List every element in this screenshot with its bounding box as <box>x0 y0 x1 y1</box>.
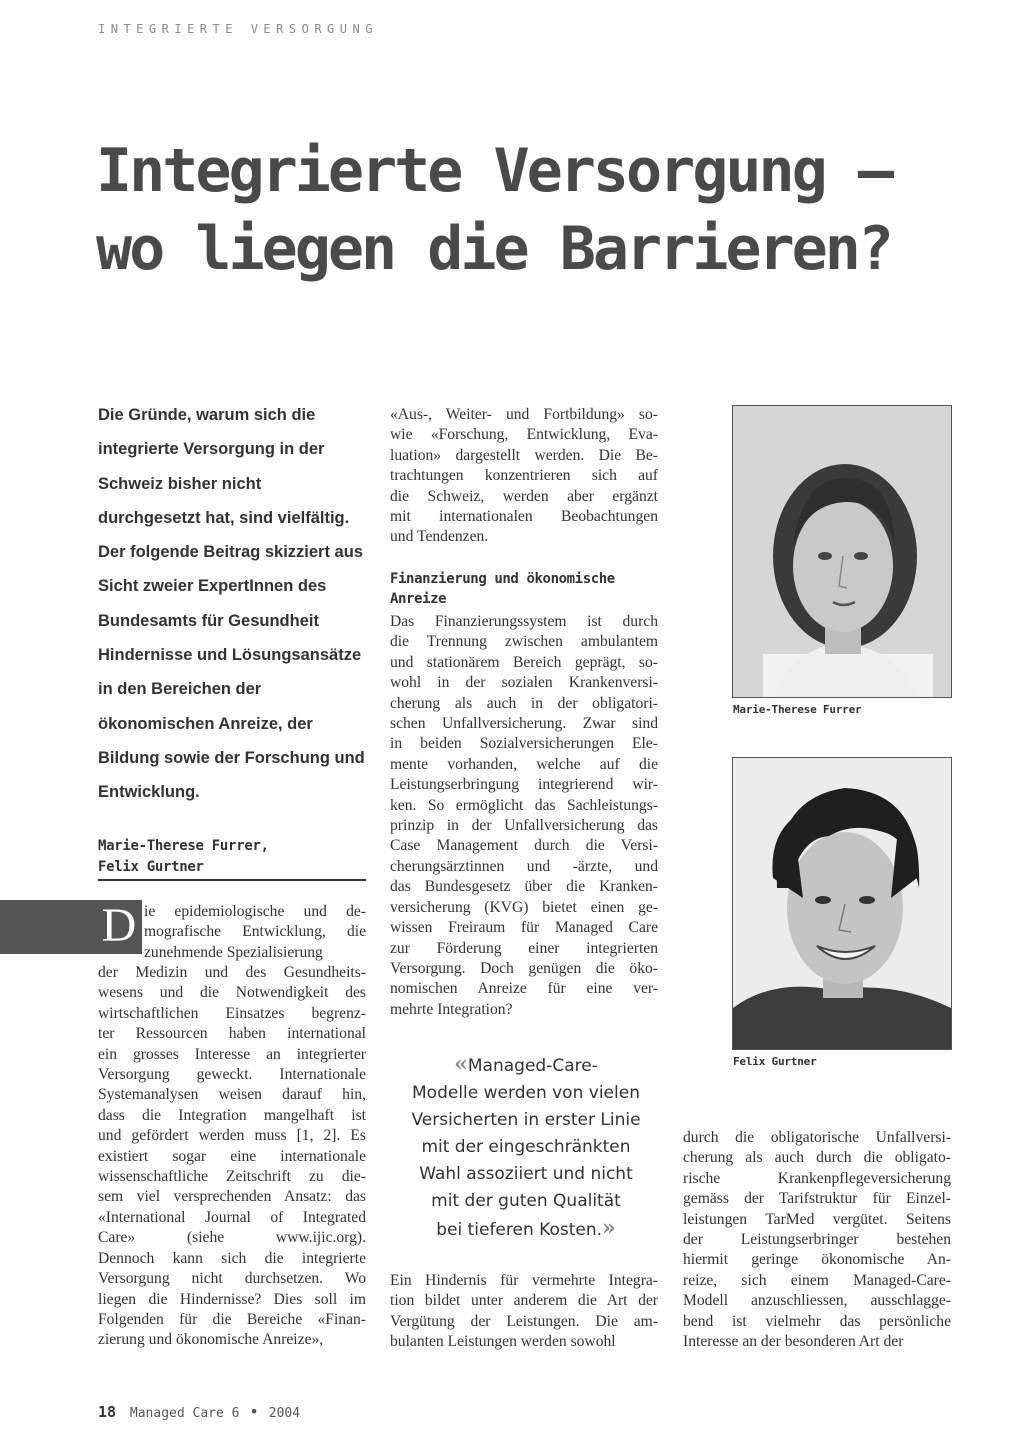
text-line: ie epidemiologische und de- <box>144 903 366 920</box>
text-line: rische Krankenpflegeversicherung <box>683 1169 951 1187</box>
text-line: wissenschaftliche Zeitschrift zu die- <box>98 1168 366 1186</box>
quote-close-mark: » <box>602 1215 616 1241</box>
body-column-2-top <box>390 405 658 548</box>
text-line: Das Finanzierungssystem ist durch <box>390 613 658 630</box>
text-line: prinzip in der Unfallversicherung das <box>390 817 658 835</box>
text-line: leistungen TarMed vergütet. Seitens <box>683 1210 951 1228</box>
text-line: Case Management durch die Versi- <box>390 837 658 855</box>
body-column-1-intro <box>144 902 366 963</box>
text-line: cherungsärztinnen und -ärzte, und <box>390 857 658 875</box>
quote-line-text: mit der eingeschränkten <box>421 1137 631 1157</box>
quote-line <box>390 1107 662 1134</box>
dropcap-letter: D <box>101 899 137 952</box>
text-line: nomischen Anreize für eine ver- <box>390 980 658 998</box>
journal-name: Managed Care <box>129 1406 224 1421</box>
text-line: mit internationalen Beobachtungen <box>390 508 658 526</box>
text-line: wissen Freiraum für Managed Care <box>390 919 658 937</box>
text-line: und stationärem Bereich geprägt, so- <box>390 653 658 671</box>
body-column-1 <box>98 963 366 1351</box>
text-line: der Medizin und des Gesundheits- <box>98 964 366 981</box>
quote-line-text: Managed-Care- <box>467 1056 598 1076</box>
text-line: Vergütung der Leistungen. Die am- <box>390 1312 658 1330</box>
portrait-gurtner-image <box>733 758 951 1049</box>
text-line: Care» (siehe www.ijic.org). <box>98 1229 366 1247</box>
text-line: ken. So ermöglicht das Sachleistungs- <box>390 796 658 814</box>
quote-line <box>390 1080 662 1107</box>
text-line: liegen die Hindernisse? Dies soll im <box>98 1290 366 1308</box>
text-line: hiermit geringe ökonomische An- <box>683 1251 951 1269</box>
text-line: und gefördert werden muss [1, 2]. Es <box>98 1127 366 1145</box>
portrait-caption-furrer: Marie-Therese Furrer <box>733 703 862 716</box>
text-line: ein grosses Interesse an integrierter <box>98 1045 366 1063</box>
text-line: die Schweiz, werden aber ergänzt <box>390 487 658 505</box>
text-line: das Bundesgesetz über die Kranken- <box>390 878 658 896</box>
text-line: der Leistungserbringer bestehen <box>683 1231 951 1249</box>
author-line-2: Felix Gurtner <box>98 859 204 875</box>
author-byline <box>98 836 366 878</box>
text-line: Ein Hindernis für vermehrte Integra- <box>390 1272 658 1289</box>
title-line-2: wo liegen die Barrieren? <box>96 214 891 284</box>
subheading-line-1: Finanzierung und ökonomische <box>390 571 615 587</box>
quote-line-text: Versicherten in erster Linie <box>411 1110 641 1130</box>
text-line: ter Ressourcen haben international <box>98 1025 366 1043</box>
quote-line-text: Wahl assoziiert und nicht <box>419 1164 633 1184</box>
text-line: cherung als auch in der obligatori- <box>390 694 658 712</box>
body-column-2-section <box>390 612 658 1020</box>
footer-separator: • <box>249 1402 259 1421</box>
text-line: «International Journal of Integrated <box>98 1208 366 1226</box>
text-line: gemäss der Tarifstruktur für Einzel- <box>683 1190 951 1208</box>
quote-line <box>390 1161 662 1188</box>
quote-line <box>390 1188 662 1215</box>
text-line: bend ist vielmehr das persönliche <box>683 1312 951 1330</box>
text-line: und Tendenzen. <box>390 528 489 546</box>
text-line: Folgenden für die Bereiche «Finan- <box>98 1310 366 1328</box>
text-line: sem viel versprechenden Ansatz: das <box>98 1188 366 1206</box>
text-line: Versorgung nicht durchsetzen. Wo <box>98 1270 366 1288</box>
portrait-furrer-image <box>733 406 951 697</box>
text-line: trachtungen konzentrieren sich auf <box>390 467 658 485</box>
body-column-2-bottom <box>390 1271 658 1353</box>
text-line: in beiden Sozialversicherungen Ele- <box>390 735 658 753</box>
issue-year: 2004 <box>268 1406 301 1421</box>
text-line: wirtschaftlichen Einsatzes begrenz- <box>98 1004 366 1022</box>
text-line: Versorgung geweckt. Internationale <box>98 1066 366 1084</box>
text-line: reize, sich einem Managed-Care- <box>683 1271 951 1289</box>
text-line: wesens und die Notwendigkeit des <box>98 984 366 1002</box>
author-line-1: Marie-Therese Furrer, <box>98 838 269 854</box>
body-column-3 <box>683 1128 951 1352</box>
text-line: wie «Forschung, Entwicklung, Eva- <box>390 426 658 444</box>
quote-line-text: Modelle werden von vielen <box>412 1083 640 1103</box>
text-line: Modell anzuschliessen, ausschlagge- <box>683 1292 951 1310</box>
page-footer <box>98 1402 300 1421</box>
text-line: durch die obligatorische Unfallversi- <box>683 1129 951 1146</box>
text-line: die Trennung zwischen ambulantem <box>390 633 658 651</box>
text-line: bulanten Leistungen werden sowohl <box>390 1333 616 1351</box>
byline-rule <box>98 879 366 881</box>
text-line: wohl in der sozialen Krankenversi- <box>390 674 658 692</box>
portrait-photo-furrer <box>732 405 952 698</box>
subheading-line-2: Anreize <box>390 591 447 607</box>
text-line: zunehmende Spezialisierung <box>144 943 323 961</box>
text-line: luation» dargestellt werden. Die Be- <box>390 446 658 464</box>
text-line: «Aus-, Weiter- und Fortbildung» so- <box>390 406 658 423</box>
text-line: existiert sogar eine internationale <box>98 1147 366 1165</box>
section-kicker: INTEGRIERTE VERSORGUNG <box>98 22 378 36</box>
text-line: zur Förderung einer integrierten <box>390 939 658 957</box>
text-line: dass die Integration mangelhaft ist <box>98 1106 366 1124</box>
text-line: zierung und ökonomische Anreize», <box>98 1331 324 1349</box>
text-line: versicherung (KVG) bietet einen ge- <box>390 898 658 916</box>
quote-line <box>390 1134 662 1161</box>
text-line: Leistungserbringung integrierend wir- <box>390 776 658 794</box>
text-line: mehrte Integration? <box>390 1000 513 1018</box>
text-line: schen Unfallversicherung. Zwar sind <box>390 715 658 733</box>
portrait-photo-gurtner <box>732 757 952 1050</box>
text-line: Interesse an der besonderen Art der <box>683 1333 904 1351</box>
portrait-caption-gurtner: Felix Gurtner <box>733 1055 817 1068</box>
quote-line <box>390 1215 662 1244</box>
article-title <box>96 132 976 288</box>
text-line: mente vorhanden, welche auf die <box>390 755 658 773</box>
issue-number: 6 <box>231 1406 240 1421</box>
text-line: Dennoch kann sich die integrierte <box>98 1249 366 1267</box>
text-line: tion bildet unter anderem die Art der <box>390 1292 658 1310</box>
page-number: 18 <box>98 1403 117 1421</box>
quote-open-mark: « <box>454 1051 468 1077</box>
text-line: cherung als auch durch die obligato- <box>683 1149 951 1167</box>
pull-quote <box>390 1051 662 1244</box>
title-line-1: Integrierte Versorgung – <box>96 136 891 206</box>
quote-line <box>390 1051 662 1080</box>
quote-line-text: mit der guten Qualität <box>431 1191 621 1211</box>
text-line: Systemanalysen weisen darauf hin, <box>98 1086 366 1104</box>
quote-line-text: bei tieferen Kosten. <box>436 1220 603 1240</box>
section-subheading <box>390 569 658 609</box>
lead-paragraph: Die Gründe, warum sich die integrierte Versorgung in der Schweiz bisher nicht durchgesetzt hat, sind vielfältig. Der folgende Beitrag skizziert aus Sicht zweier ExpertInnen des Bundesamts für Gesundheit Hindernisse und Lösungsansätze in den Bereichen der ökonomischen Anreize, der Bildung sowie der Forschung und Entwicklung. <box>98 406 365 802</box>
text-line: mografische Entwicklung, die <box>144 923 366 941</box>
text-line: Versorgung. Doch genügen die öko- <box>390 959 658 977</box>
